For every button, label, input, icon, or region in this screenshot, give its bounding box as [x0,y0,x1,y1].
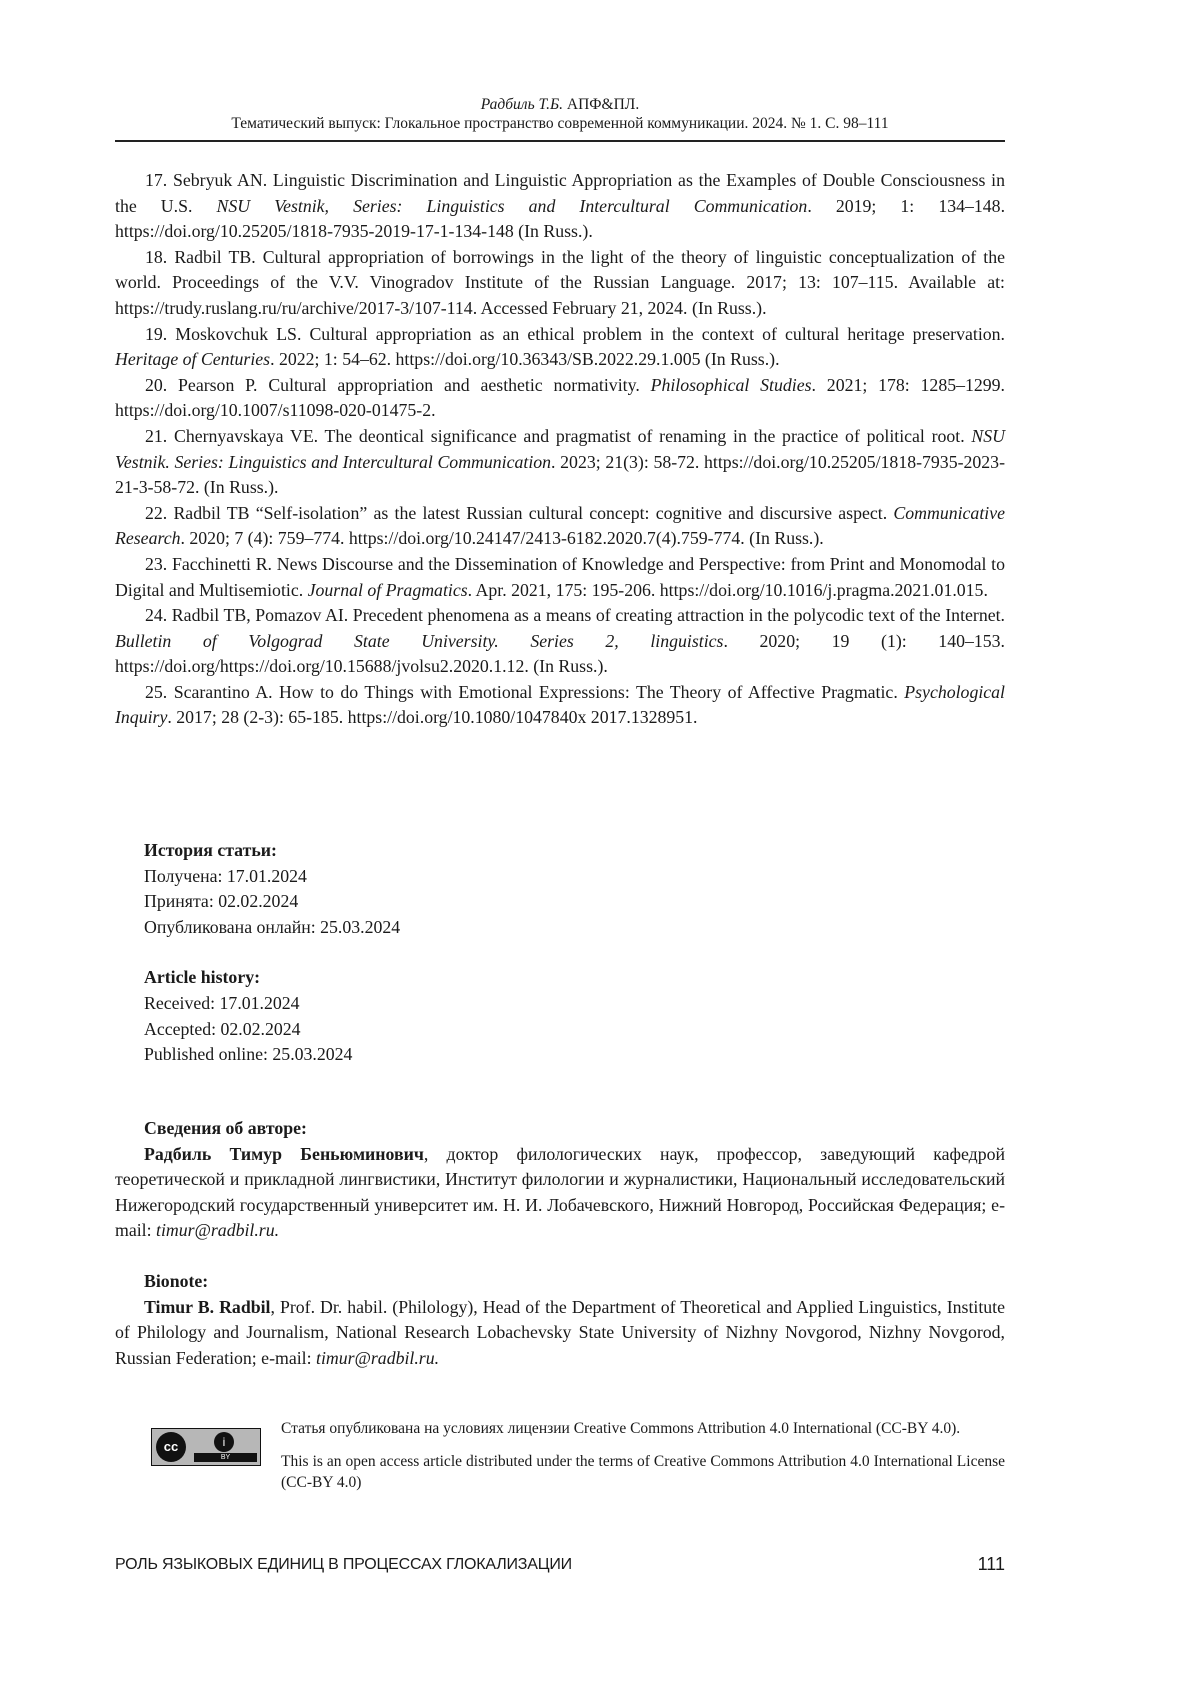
footer-title: РОЛЬ ЯЗЫКОВЫХ ЕДИНИЦ В ПРОЦЕССАХ ГЛОКАЛИЗАЦИИ [115,1556,572,1573]
reference-list [115,168,1005,731]
running-head-author: Радбиль Т.Б. [480,96,564,113]
author-info [115,1116,1005,1371]
license-en: This is an open access article distributed under the terms of Creative Commons Attribution 4.0 International License (CC-BY 4.0) [281,1453,1005,1491]
reference-item: 21. Chernyavskaya VE. The deontical significance and pragmatist of renaming in the practice of political root. NSU Vestnik. Series: Linguistics and Intercultural Communication. 2023; 21(3): 58-72. https://doi.org/10.25205/1818-7935-2023-21-3-58-72. (In Russ.). [115,425,1005,498]
cc-by-license-icon[interactable] [151,1428,261,1466]
reference-item: 22. Radbil TB “Self-isolation” as the latest Russian cultural concept: cognitive and discursive aspect. Communicative Research. 2020; 7 (4): 759–774. https://doi.org/10.24147/2413-6182.2020.7(4).759-774. (In Russ.). [115,502,1005,549]
running-head-journal: АПФ&ПЛ. [566,96,640,113]
by-label: BY [194,1453,257,1462]
author-ru-name: Радбиль Тимур Беньюминович [144,1143,424,1164]
history-en [144,965,400,1067]
history-en-title: Article history: [144,967,261,988]
author-ru-bio: Радбиль Тимур Беньюминович, доктор филологических наук, профессор, заведующий кафедрой теоретической и прикладной лингвистики, Институт филологии и журналистики, Национальный исследовательский Нижегородский государственный университет им. Н. И. Лобачевского, Нижний Новгород, Российская Федерация; e-mail: timur@radbil.ru. [115,1143,1006,1241]
header-rule [115,140,1005,142]
reference-item: 20. Pearson P. Cultural appropriation and aesthetic normativity. Philosophical Studies. 2021; 178: 1285–1299. https://doi.org/10.1007/s11098-020-01475-2. [115,374,1006,421]
license-texts [281,1418,1005,1505]
reference-item: 17. Sebryuk AN. Linguistic Discrimination and Linguistic Appropriation as the Examples of Double Consciousness in the U.S. NSU Vestnik, Series: Linguistics and Intercultural Communication. 2019; 1: 134–148. https://doi.org/10.25205/1818-7935-2019-17-1-134-148 (In Russ.). [115,170,1006,242]
history-en-received: Received: 17.01.2024 [144,992,300,1013]
license-ru: Статья опубликована на условиях лицензии Creative Commons Attribution 4.0 International (CC-BY 4.0). [281,1420,961,1437]
author-en-title: Bionote: [144,1270,209,1291]
author-ru-title: Сведения об авторе: [144,1118,307,1138]
history-ru-title: История статьи: [144,840,277,860]
reference-item: 19. Moskovchuk LS. Cultural appropriation as an ethical problem in the context of cultural heritage preservation. Heritage of Centuries. 2022; 1: 54–62. https://doi.org/10.36343/SB.2022.29.1.005 (In Russ.). [115,323,1005,370]
reference-item: 24. Radbil TB, Pomazov AI. Precedent phenomena as a means of creating attraction in the polycodic text of the Internet. Bulletin of Volgograd State University. Series 2, linguistics. 2020; 19 (1): 140–153. https://doi.org/https://doi.org/10.15688/jvolsu2.2020.1.12. (In Russ.). [115,605,1005,677]
attribution-icon: i [214,1432,234,1452]
history-en-accepted: Accepted: 02.02.2024 [144,1018,301,1039]
history-ru-accepted: Принята: 02.02.2024 [144,891,299,912]
reference-item: 18. Radbil TB. Cultural appropriation of borrowings in the light of the theory of linguistic conceptualization of the world. Proceedings of the V.V. Vinogradov Institute of the Russian Language. 2017; 13: 107–115. Available at: https://trudy.ruslang.ru/ru/archive/2017-3/107-114. Accessed February 21, 2024. (In Russ.). [115,246,1005,318]
history-en-published: Published online: 25.03.2024 [144,1044,353,1065]
running-head-issue: Тематический выпуск: Глокальное пространство современной коммуникации. 2024. № 1. С. 98–111 [231,115,889,132]
history-ru [144,838,400,940]
running-head [115,95,1005,133]
reference-item: 25. Scarantino A. How to do Things with Emotional Expressions: The Theory of Affective Pragmatic. Psychological Inquiry. 2017; 28 (2-3): 65-185. https://doi.org/10.1080/1047840x 2017.1328951. [115,681,1005,728]
author-ru-email[interactable]: timur@radbil.ru. [156,1220,280,1241]
author-en-email[interactable]: timur@radbil.ru. [316,1347,440,1368]
running-head-line1 [115,95,1005,114]
cc-logo-icon: cc [156,1432,186,1462]
history-ru-published: Опубликована онлайн: 25.03.2024 [144,916,401,937]
author-en-name: Timur B. Radbil [144,1296,271,1317]
history-ru-received: Получена: 17.01.2024 [144,865,307,886]
article-history [144,838,400,1093]
author-en-bio: Timur B. Radbil, Prof. Dr. habil. (Philology), Head of the Department of Theoretical and Applied Linguistics, Institute of Philology and Journalism, National Research Lobachevsky State University of Nizhny Novgorod, Nizhny Novgorod, Russian Federation; e-mail: timur@radbil.ru. [115,1296,1006,1368]
reference-item: 23. Facchinetti R. News Discourse and the Dissemination of Knowledge and Perspective: from Print and Monomodal to Digital and Multisemiotic. Journal of Pragmatics. Apr. 2021, 175: 195-206. https://doi.org/10.1016/j.pragma.2021.01.015. [115,553,1005,600]
page-number: 111 [977,1554,1005,1574]
